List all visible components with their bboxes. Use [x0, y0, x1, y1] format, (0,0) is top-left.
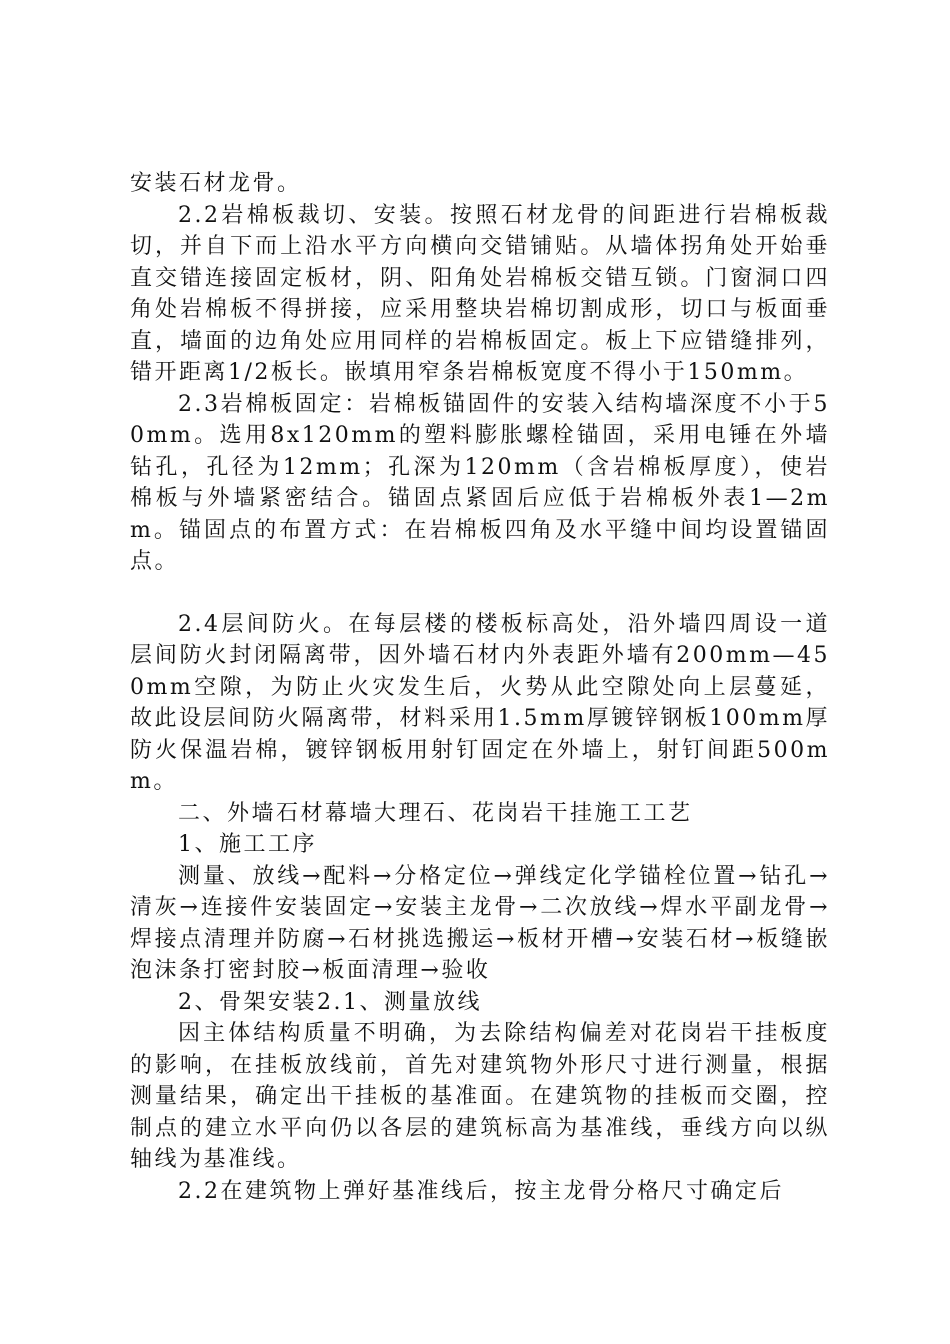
paragraph-rock-wool-fixing: 2.3岩棉板固定：岩棉板锚固件的安装入结构墙深度不小于50mm。选用8x120mm的塑料膨胀螺栓锚固，采用电锤在外墙钻孔，孔径为12mm；孔深为120mm（含岩棉板厚度），使岩棉板与外墙紧密结合。锚固点紧固后应低于岩棉板外表1—2mm。锚固点的布置方式：在岩棉板四角及水平缝中间均设置锚固点。 — [130, 391, 830, 574]
paragraph-process-flow: 测量、放线→配料→分格定位→弹线定化学锚栓位置→钻孔→清灰→连接件安装固定→安装主龙骨→二次放线→焊水平副龙骨→焊接点清理并防腐→石材挑选搬运→板材开槽→安装石材→板缝嵌泡沫条打密封胶→板面清理→验收 — [130, 863, 830, 983]
paragraph-fire-barrier: 2.4层间防火。在每层楼的楼板标高处，沿外墙四周设一道层间防火封闭隔离带，因外墙石材内外表距外墙有200mm—450mm空隙，为防止火灾发生后，火势从此空隙处向上层蔓延，故此设层间防火隔离带，材料采用1.5mm厚镀锌钢板100mm厚防火保温岩棉，镀锌钢板用射钉固定在外墙上，射钉间距500mm。 — [130, 611, 830, 794]
paragraph-baseline: 2.2在建筑物上弹好基准线后，按主龙骨分格尺寸确定后 — [178, 1178, 784, 1204]
paragraph-continuation: 安装石材龙骨。 — [130, 171, 302, 196]
paragraph-rock-wool-cutting: 2.2岩棉板裁切、安装。按照石材龙骨的间距进行岩棉板裁切，并自下而上沿水平方向横向交错铺贴。从墙体拐角处开始垂直交错连接固定板材，阴、阳角处岩棉板交错互锁。门窗洞口四角处岩棉板不得拼接，应采用整块岩棉切割成形，切口与板面垂直，墙面的边角处应用同样的岩棉板固定。板上下应错缝排列，错开距离1/2板长。嵌填用窄条岩棉板宽度不得小于150mm。 — [130, 202, 830, 385]
paragraph-spacer — [130, 578, 830, 609]
paragraph-survey-layout: 因主体结构质量不明确，为去除结构偏差对花岗岩干挂板度的影响，在挂板放线前，首先对建筑物外形尺寸进行测量，根据测量结果，确定出干挂板的基准面。在建筑物的挂板而交圈，控制点的建立水平向仍以各层的建筑标高为基准线，垂线方向以纵轴线为基准线。 — [130, 1021, 830, 1172]
subheading-frame-installation: 2、骨架安装2.1、测量放线 — [178, 989, 482, 1015]
subheading-construction-sequence: 1、施工工序 — [178, 832, 317, 857]
document-body — [130, 168, 830, 1207]
section-heading-dry-hanging: 二、外墙石材幕墙大理石、花岗岩干挂施工工艺 — [178, 800, 693, 826]
